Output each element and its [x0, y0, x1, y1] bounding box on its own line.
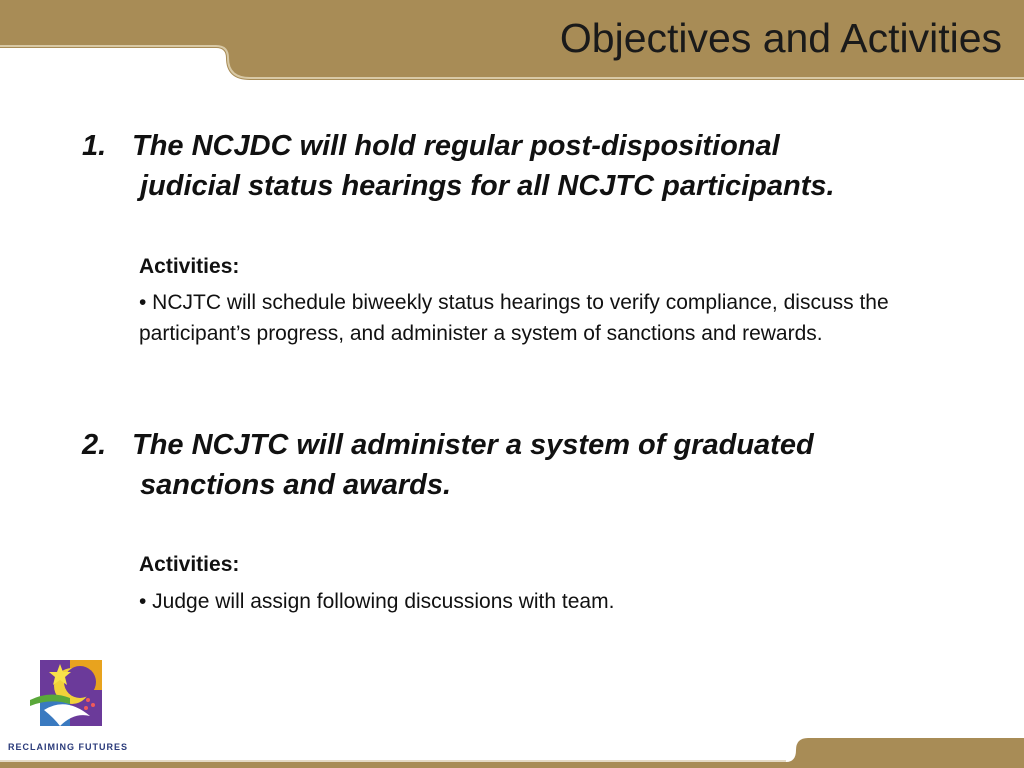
activities-label-1: Activities: [139, 255, 240, 278]
objective-2 [82, 425, 982, 505]
logo-text: RECLAIMING FUTURES [8, 742, 128, 752]
objective-number: 1. [82, 130, 107, 162]
footer-bar [0, 734, 1024, 768]
objective-line1: The NCJTC will administer a system of graduated [132, 429, 814, 461]
slide-title: Objectives and Activities [559, 15, 1002, 61]
activity-text-2: • Judge will assign following discussions with team. [139, 590, 615, 613]
reclaiming-futures-logo-icon [30, 656, 108, 736]
footer-shape [0, 734, 1024, 768]
objective-line1: The NCJDC will hold regular post-dispositional [132, 130, 780, 162]
objective-line2: sanctions and awards. [140, 469, 452, 501]
activities-label-2: Activities: [139, 553, 240, 576]
objective-line2: judicial status hearings for all NCJTC participants. [140, 170, 835, 202]
activity-text-1: • NCJTC will schedule biweekly status hearings to verify compliance, discuss the participant’s progress, and administer a system of sanctions and rewards. [139, 291, 889, 345]
objective-1 [82, 126, 982, 206]
objective-number: 2. [82, 429, 107, 461]
